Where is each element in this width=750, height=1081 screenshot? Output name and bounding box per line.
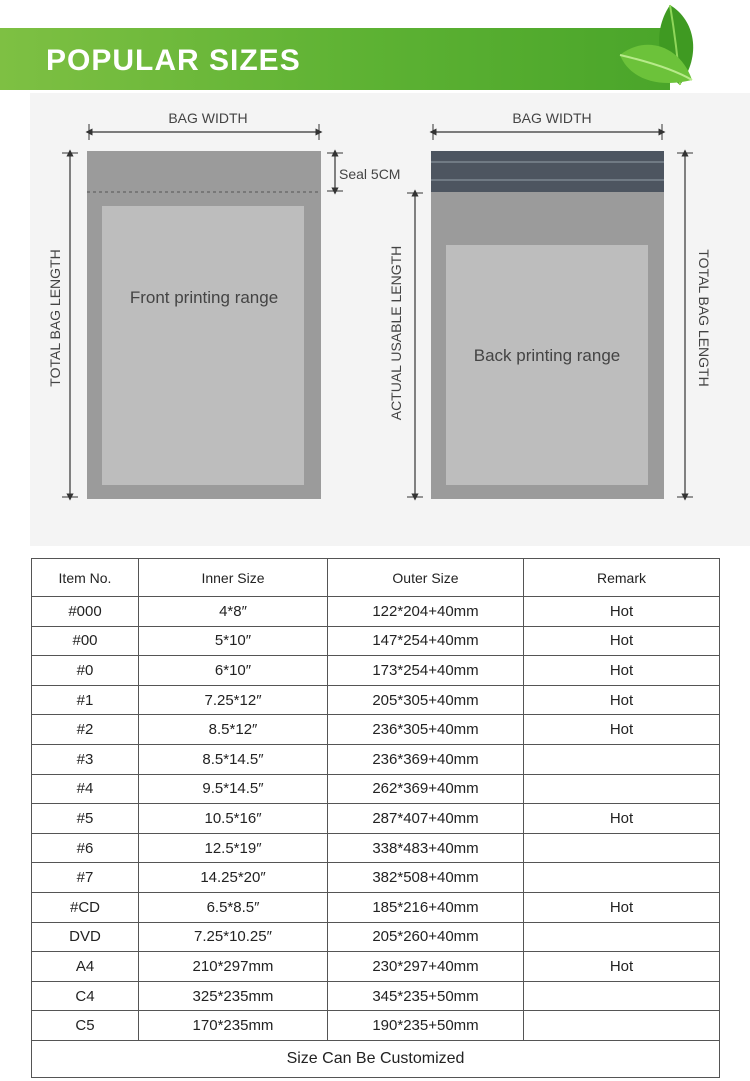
item-no-cell: #6 — [32, 833, 139, 863]
outer-size-cell: 262*369+40mm — [328, 774, 524, 804]
outer-size-cell: 205*305+40mm — [328, 685, 524, 715]
outer-size-cell: 236*305+40mm — [328, 715, 524, 745]
table-row — [32, 715, 720, 745]
table-row — [32, 685, 720, 715]
outer-size-cell: 173*254+40mm — [328, 656, 524, 686]
remark-cell: Hot — [524, 804, 720, 834]
table-header-row — [32, 559, 720, 597]
outer-size-cell: 236*369+40mm — [328, 744, 524, 774]
remark-cell — [524, 774, 720, 804]
size-table — [31, 558, 720, 1078]
right-total-length-label: TOTAL BAG LENGTH — [696, 249, 712, 387]
inner-size-cell: 7.25*12″ — [139, 685, 328, 715]
table-row — [32, 804, 720, 834]
seal-label: Seal 5CM — [339, 166, 401, 182]
item-no-cell: A4 — [32, 952, 139, 982]
item-no-cell: #00 — [32, 626, 139, 656]
leaf-icon — [600, 0, 710, 95]
table-row — [32, 774, 720, 804]
remark-cell — [524, 863, 720, 893]
item-no-cell: C5 — [32, 1011, 139, 1041]
back-printing-label: Back printing range — [473, 346, 621, 365]
outer-size-cell: 230*297+40mm — [328, 952, 524, 982]
inner-size-cell: 14.25*20″ — [139, 863, 328, 893]
table-row — [32, 952, 720, 982]
table-row — [32, 981, 720, 1011]
remark-cell: Hot — [524, 892, 720, 922]
inner-size-cell: 8.5*12″ — [139, 715, 328, 745]
inner-size-cell: 4*8″ — [139, 597, 328, 627]
item-no-cell: C4 — [32, 981, 139, 1011]
item-no-cell: #000 — [32, 597, 139, 627]
outer-size-cell: 185*216+40mm — [328, 892, 524, 922]
table-footer-row — [32, 1040, 720, 1077]
page-title: POPULAR SIZES — [46, 44, 301, 77]
outer-size-cell: 190*235+50mm — [328, 1011, 524, 1041]
left-total-length-label: TOTAL BAG LENGTH — [47, 249, 63, 387]
item-no-cell: #3 — [32, 744, 139, 774]
table-row — [32, 626, 720, 656]
outer-size-cell: 147*254+40mm — [328, 626, 524, 656]
inner-size-cell: 5*10″ — [139, 626, 328, 656]
inner-size-cell: 7.25*10.25″ — [139, 922, 328, 952]
right-bag-width-label: BAG WIDTH — [512, 110, 592, 126]
inner-size-cell: 8.5*14.5″ — [139, 744, 328, 774]
inner-size-cell: 9.5*14.5″ — [139, 774, 328, 804]
header-inner-size: Inner Size — [139, 559, 328, 597]
outer-size-cell: 287*407+40mm — [328, 804, 524, 834]
table-row — [32, 892, 720, 922]
item-no-cell: #2 — [32, 715, 139, 745]
item-no-cell: #7 — [32, 863, 139, 893]
front-bag — [87, 151, 321, 499]
remark-cell: Hot — [524, 685, 720, 715]
remark-cell — [524, 922, 720, 952]
inner-size-cell: 12.5*19″ — [139, 833, 328, 863]
remark-cell — [524, 744, 720, 774]
remark-cell: Hot — [524, 597, 720, 627]
item-no-cell: #1 — [32, 685, 139, 715]
table-row — [32, 597, 720, 627]
inner-size-cell: 170*235mm — [139, 1011, 328, 1041]
inner-size-cell: 6.5*8.5″ — [139, 892, 328, 922]
remark-cell — [524, 1011, 720, 1041]
customization-note: Size Can Be Customized — [32, 1040, 720, 1077]
table-row — [32, 863, 720, 893]
outer-size-cell: 122*204+40mm — [328, 597, 524, 627]
inner-size-cell: 6*10″ — [139, 656, 328, 686]
item-no-cell: DVD — [32, 922, 139, 952]
table-row — [32, 656, 720, 686]
header-outer-size: Outer Size — [328, 559, 524, 597]
outer-size-cell: 205*260+40mm — [328, 922, 524, 952]
table-row — [32, 922, 720, 952]
bag-size-diagram — [30, 93, 750, 546]
outer-size-cell: 338*483+40mm — [328, 833, 524, 863]
outer-size-cell: 382*508+40mm — [328, 863, 524, 893]
inner-size-cell: 210*297mm — [139, 952, 328, 982]
header-item-no: Item No. — [32, 559, 139, 597]
item-no-cell: #4 — [32, 774, 139, 804]
remark-cell: Hot — [524, 656, 720, 686]
back-bag — [431, 151, 664, 499]
front-printing-label: Front printing range — [129, 288, 279, 307]
outer-size-cell: 345*235+50mm — [328, 981, 524, 1011]
table-row — [32, 744, 720, 774]
left-bag-width-label: BAG WIDTH — [168, 110, 248, 126]
inner-size-cell: 10.5*16″ — [139, 804, 328, 834]
table-row — [32, 833, 720, 863]
item-no-cell: #5 — [32, 804, 139, 834]
remark-cell — [524, 833, 720, 863]
item-no-cell: #0 — [32, 656, 139, 686]
actual-usable-length-label: ACTUAL USABLE LENGTH — [388, 245, 404, 421]
table-row — [32, 1011, 720, 1041]
inner-size-cell: 325*235mm — [139, 981, 328, 1011]
remark-cell: Hot — [524, 626, 720, 656]
remark-cell: Hot — [524, 715, 720, 745]
item-no-cell: #CD — [32, 892, 139, 922]
remark-cell — [524, 981, 720, 1011]
remark-cell: Hot — [524, 952, 720, 982]
header-remark: Remark — [524, 559, 720, 597]
